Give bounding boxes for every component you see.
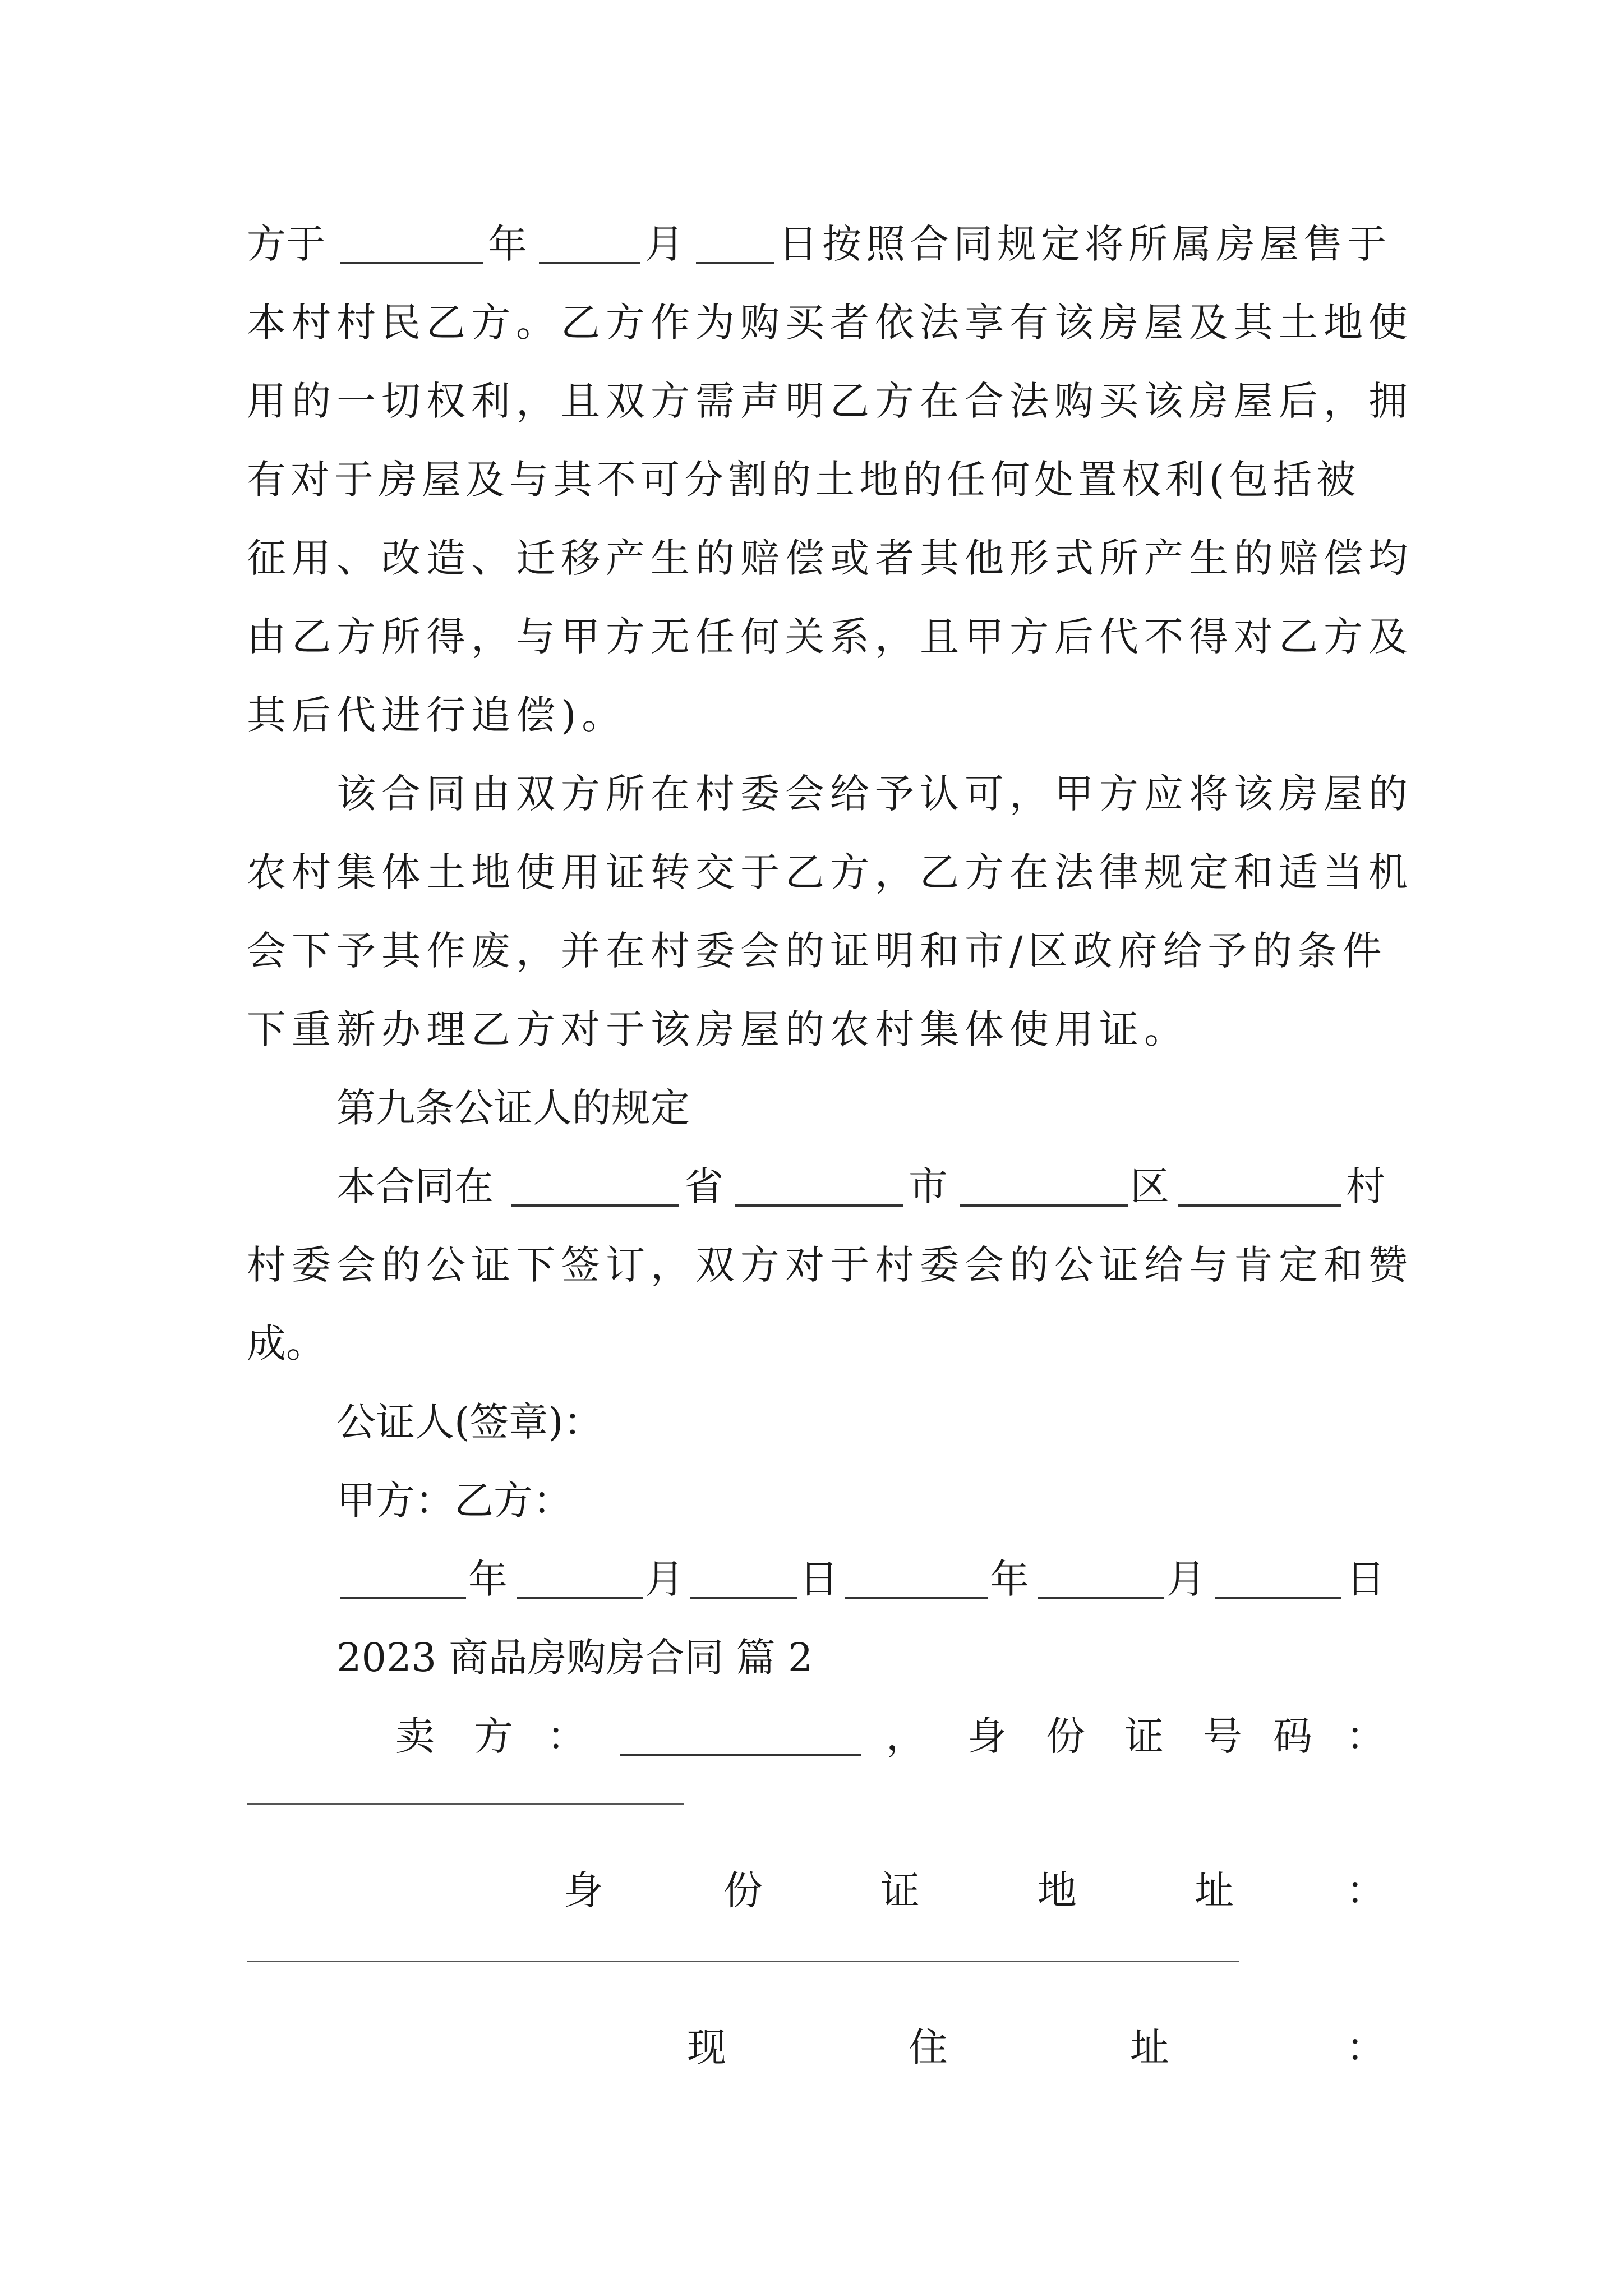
char: ： xyxy=(1346,2024,1385,2070)
text: 区 xyxy=(1130,1163,1169,1209)
char: 址 xyxy=(1130,2024,1169,2070)
p1-line-5 xyxy=(0,519,1623,597)
char: 份 xyxy=(1046,1713,1085,1759)
p1-l1-a: 方于 xyxy=(247,221,325,267)
text-line: 有对于房屋及与其不可分割的土地的任何处置权利(包括被 xyxy=(247,457,1361,503)
blank-province xyxy=(511,1170,679,1207)
p1-line-4 xyxy=(0,440,1623,519)
p1-line-6 xyxy=(0,597,1623,676)
char: ： xyxy=(1346,1713,1385,1759)
text: 市 xyxy=(909,1163,948,1209)
p1-line-2 xyxy=(0,283,1623,362)
blank-month xyxy=(539,227,640,264)
char: 码 xyxy=(1273,1713,1312,1759)
p2-line-1 xyxy=(0,754,1623,833)
text-line: 本村村民乙方。乙方作为购买者依法享有该房屋及其土地使 xyxy=(247,300,1413,346)
blank-year xyxy=(340,227,483,264)
text: 本合同在 xyxy=(336,1163,494,1209)
blank xyxy=(845,1562,988,1599)
text: 月 xyxy=(645,1556,684,1602)
char: 份 xyxy=(723,1867,763,1913)
text-line: 会下予其作废，并在村委会的证明和市/区政府给予的条件 xyxy=(247,928,1387,974)
p1-line-1 xyxy=(0,205,1623,283)
text-line: 由乙方所得，与甲方无任何关系，且甲方后代不得对乙方及 xyxy=(247,614,1413,660)
text: 月 xyxy=(1166,1556,1206,1602)
p2-line-3 xyxy=(0,912,1623,990)
blank xyxy=(340,1562,466,1599)
text-line: 农村集体土地使用证转交于乙方，乙方在法律规定和适当机 xyxy=(247,849,1413,895)
p1-l1-b: 年 xyxy=(488,221,527,267)
blank-district xyxy=(960,1170,1128,1207)
text-line: 成。 xyxy=(247,1320,325,1366)
char: 住 xyxy=(909,2024,948,2070)
p1-line-7 xyxy=(0,676,1623,754)
p1-l1-c: 月 xyxy=(645,221,684,267)
text: 村 xyxy=(1346,1163,1385,1209)
char: 卖 xyxy=(395,1713,435,1759)
date-line xyxy=(0,1540,1623,1618)
article9-heading xyxy=(0,1069,1623,1147)
text-line: 征用、改造、迁移产生的赔偿或者其他形式所产生的赔偿均 xyxy=(247,535,1413,581)
p1-l1-d: 日按照合同规定将所属房屋售于 xyxy=(778,221,1391,267)
blank xyxy=(690,1562,797,1599)
notary-line xyxy=(0,1383,1623,1461)
article9-line-2 xyxy=(0,1226,1623,1304)
char: 方 xyxy=(474,1713,513,1759)
blank-day xyxy=(696,227,774,264)
heading: 第九条公证人的规定 xyxy=(336,1085,690,1131)
text-line: 村委会的公证下签订，双方对于村委会的公证给与肯定和赞 xyxy=(247,1242,1413,1288)
id-address-blank xyxy=(247,1961,1239,1962)
text: 年 xyxy=(990,1556,1029,1602)
p2-line-4 xyxy=(0,990,1623,1069)
id-address-line xyxy=(0,1851,1623,1930)
parties-label: 甲方：乙方： xyxy=(336,1478,572,1524)
blank-village xyxy=(1178,1170,1341,1207)
text-line: 用的一切权利，且双方需声明乙方在合法购买该房屋后，拥 xyxy=(247,378,1413,424)
text: 日 xyxy=(1346,1556,1385,1602)
text-line: 该合同由双方所在村委会给予认可，甲方应将该房屋的 xyxy=(336,771,1413,817)
char: ， xyxy=(886,1713,925,1759)
text: 省 xyxy=(684,1163,723,1209)
section-title: 2023 商品房购房合同 篇 2 xyxy=(336,1635,813,1681)
p2-line-2 xyxy=(0,833,1623,912)
parties-line xyxy=(0,1461,1623,1540)
char: ： xyxy=(547,1713,586,1759)
text-line: 其后代进行追偿)。 xyxy=(247,692,627,738)
char: 现 xyxy=(687,2024,726,2070)
blank-city xyxy=(735,1170,903,1207)
blank xyxy=(1038,1562,1164,1599)
text: 日 xyxy=(799,1556,838,1602)
section2-title xyxy=(0,1618,1623,1697)
blank xyxy=(517,1562,643,1599)
blank xyxy=(1215,1562,1341,1599)
char: 地 xyxy=(1038,1867,1077,1913)
char: 身 xyxy=(967,1713,1007,1759)
text-line: 下重新办理乙方对于该房屋的农村集体使用证。 xyxy=(247,1006,1189,1052)
article9-line-3 xyxy=(0,1304,1623,1383)
id-number-blank xyxy=(247,1803,684,1805)
seller-line xyxy=(0,1697,1623,1775)
text: 年 xyxy=(468,1556,508,1602)
seller-name-blank xyxy=(620,1719,861,1756)
char: ： xyxy=(1346,1867,1385,1913)
current-address-line xyxy=(0,2008,1623,2087)
char: 证 xyxy=(1124,1713,1164,1759)
p1-line-3 xyxy=(0,362,1623,440)
char: 身 xyxy=(564,1867,603,1913)
char: 号 xyxy=(1203,1713,1242,1759)
notary-label: 公证人(签章)： xyxy=(336,1399,603,1445)
article9-line-1 xyxy=(0,1147,1623,1226)
char: 址 xyxy=(1195,1867,1234,1913)
char: 证 xyxy=(880,1867,920,1913)
